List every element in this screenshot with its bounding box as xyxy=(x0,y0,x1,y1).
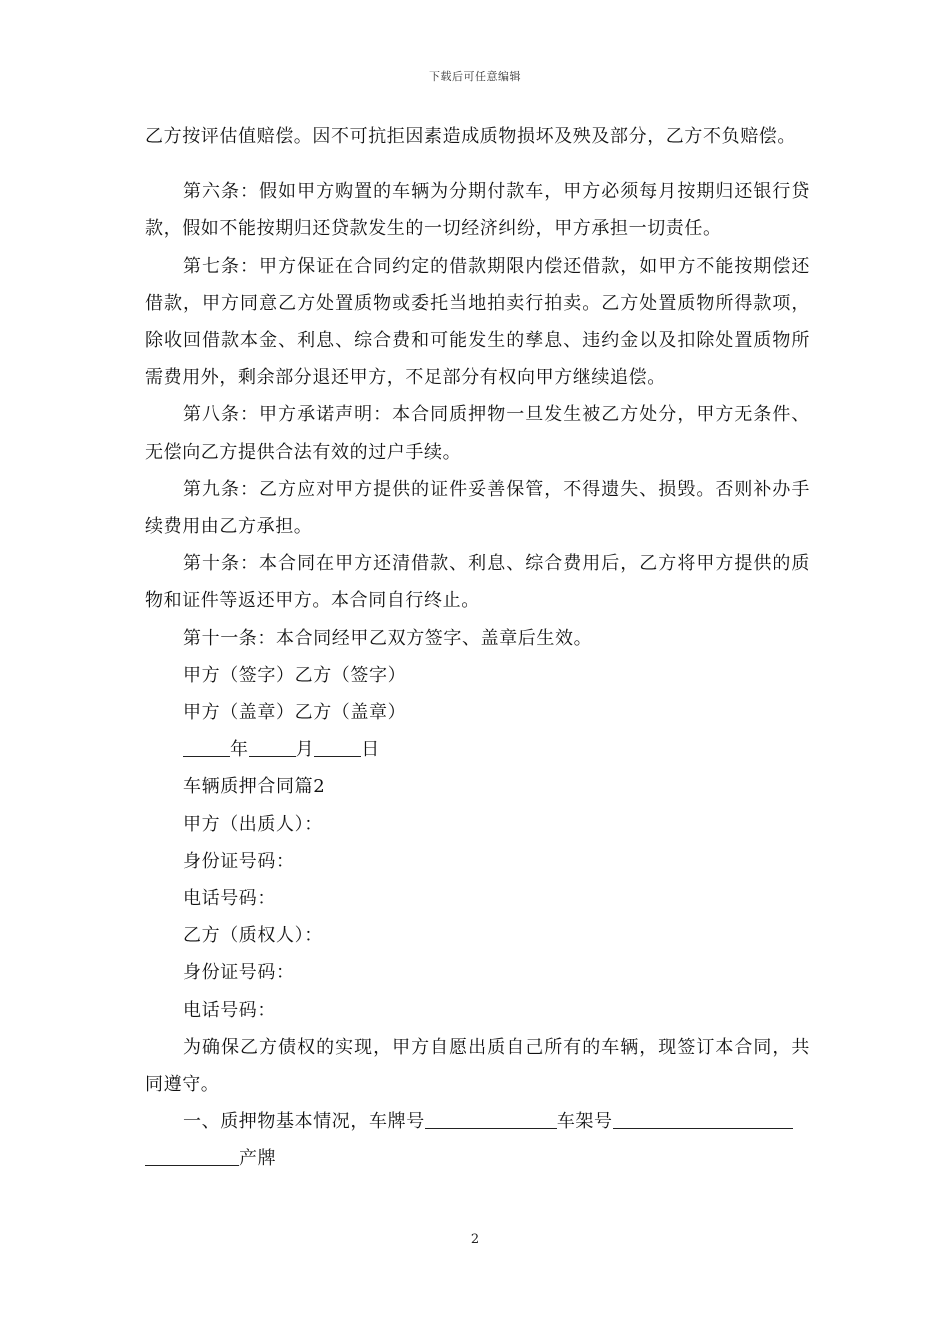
party-b-id-label: 身份证号码： xyxy=(183,962,295,984)
paragraph-gap xyxy=(145,155,810,173)
seal-line: 甲方（盖章）乙方（盖章） xyxy=(183,702,407,724)
party-b-phone-label: 电话号码： xyxy=(183,999,276,1021)
party-a-phone-label: 电话号码： xyxy=(183,888,276,910)
day-blank xyxy=(314,736,361,757)
clause-6: 第六条：假如甲方购置的车辆为分期付款车，甲方必须每月按期归还银行贷款，假如不能按期归还贷款发生的一切经济纠纷，甲方承担一切责任。 xyxy=(145,181,810,240)
month-blank xyxy=(249,736,296,757)
document-body xyxy=(145,118,810,1178)
clause-8: 第八条：甲方承诺声明：本合同质押物一旦发生被乙方处分，甲方无条件、无偿向乙方提供合法有效的过户手续。 xyxy=(145,404,810,463)
page-number: 2 xyxy=(470,1232,480,1247)
section-title: 车辆质押合同篇2 xyxy=(183,776,326,798)
clause-7: 第七条：甲方保证在合同约定的借款期限内偿还借款，如甲方不能按期偿还借款，甲方同意乙方处置质物或委托当地拍卖行拍卖。乙方处置质物所得款项，除收回借款本金、利息、综合费和可能发生的孳息、违约金以及扣除处置质物所需费用外，剩余部分退还甲方，不足部分有权向甲方继续追偿。 xyxy=(145,255,810,389)
page-header: 下载后可任意编辑 xyxy=(429,70,521,83)
clause-10: 第十条：本合同在甲方还清借款、利息、综合费用后，乙方将甲方提供的质物和证件等返还甲方。本合同自行终止。 xyxy=(145,553,810,612)
month-label: 月 xyxy=(295,739,315,761)
chassis-number-label: 车架号 xyxy=(556,1111,613,1133)
item-1-continuation xyxy=(145,1140,810,1177)
brand-blank xyxy=(145,1145,239,1166)
intro-paragraph: 为确保乙方债权的实现，甲方自愿出质自己所有的车辆，现签订本合同，共同遵守。 xyxy=(145,1036,810,1096)
paragraph-compensation: 乙方按评估值赔偿。因不可抗拒因素造成质物损坏及殃及部分，乙方不负赔偿。 xyxy=(145,126,796,147)
party-a-id-label: 身份证号码： xyxy=(183,850,295,872)
brand-label: 产牌 xyxy=(239,1148,277,1170)
item-1-line xyxy=(145,1103,810,1140)
party-a-label: 甲方（出质人）： xyxy=(183,813,323,835)
party-b-label: 乙方（质权人）： xyxy=(183,925,323,947)
day-label: 日 xyxy=(361,739,380,761)
date-line xyxy=(145,731,810,768)
plate-number-label: 一、质押物基本情况，车牌号 xyxy=(183,1111,425,1133)
signature-line: 甲方（签字）乙方（签字） xyxy=(183,664,407,686)
plate-number-blank xyxy=(425,1108,557,1129)
chassis-number-blank xyxy=(613,1108,793,1129)
year-blank xyxy=(183,736,230,757)
clause-9: 第九条：乙方应对甲方提供的证件妥善保管，不得遗失、损毁。否则补办手续费用由乙方承担。 xyxy=(145,478,810,538)
clause-11: 第十一条：本合同经甲乙双方签字、盖章后生效。 xyxy=(183,627,593,649)
year-label: 年 xyxy=(230,739,249,761)
